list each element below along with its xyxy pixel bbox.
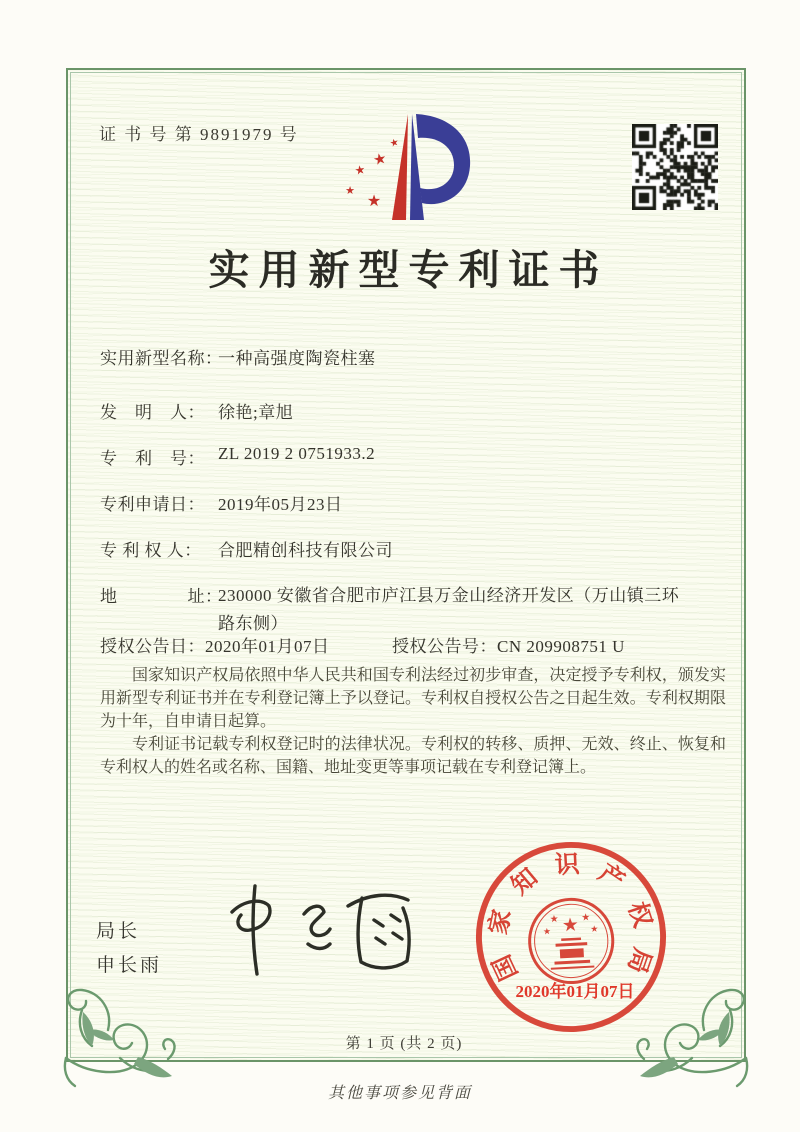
field-label: 地 址：: [100, 587, 223, 606]
svg-text:★: ★: [581, 912, 591, 924]
national-emblem: [528, 897, 615, 984]
svg-text:★: ★: [371, 148, 389, 170]
cnipa-logo-icon: [340, 108, 482, 222]
seal-date: 2020年01月07日: [515, 982, 635, 1001]
field-row-filing-date: [100, 490, 343, 515]
corner-flourish-icon: [54, 980, 178, 1092]
grant-date-value: 2020年01月07日: [205, 637, 330, 656]
field-value: ZL 2019 2 0751933.2: [218, 444, 376, 463]
legal-paragraph-2: 专利证书记载专利权登记时的法律状况。专利权的转移、质押、无效、终止、恢复和专利权人的姓名或名称、国籍、地址变更等事项记载在专利登记簿上。: [100, 736, 726, 776]
field-row-inventor: [100, 398, 293, 423]
seal-char: 局: [622, 944, 656, 977]
seal-char: 家: [484, 907, 517, 937]
grant-no-value: CN 209908751 U: [497, 637, 625, 656]
grant-date-label: 授权公告日：: [100, 637, 205, 656]
grant-row: [100, 632, 740, 657]
svg-text:★: ★: [549, 913, 559, 926]
field-row-patent-no: [100, 444, 375, 469]
svg-text:★: ★: [388, 136, 401, 150]
field-value: 徐艳;章旭: [218, 403, 294, 422]
seal-char: 国: [488, 950, 524, 985]
signer-title: 局长: [96, 921, 141, 942]
field-label: 发 明 人：: [100, 403, 205, 422]
svg-text:★: ★: [366, 191, 382, 210]
page-number: 第 1 页 (共 2 页): [345, 1036, 463, 1052]
field-label: 专利申请日：: [100, 495, 205, 514]
legal-paragraph-1: 国家知识产权局依照中华人民共和国专利法经过初步审查，决定授予专利权，颁发实用新型专利证书并在专利登记簿上予以登记。专利权自授权公告之日起生效。专利权期限为十年，自申请日起算。: [100, 667, 726, 730]
field-value: 合肥精创科技有限公司: [218, 541, 393, 560]
svg-text:★: ★: [353, 162, 367, 178]
svg-text:★: ★: [590, 924, 599, 936]
certificate-number: 证 书 号 第 9891979 号: [99, 125, 299, 144]
signer-name: 申长雨: [96, 955, 163, 976]
field-label: 专 利 号：: [100, 449, 205, 468]
seal-char: 权: [622, 898, 656, 931]
seal-char: 产: [593, 859, 629, 896]
field-label: 专 利 权 人：: [100, 541, 202, 560]
qr-code: [632, 124, 718, 210]
field-row-name: [100, 344, 376, 369]
seal-char: 识: [554, 851, 581, 880]
svg-text:★: ★: [542, 927, 552, 938]
back-note: 其他事项参见背面: [327, 1085, 472, 1102]
field-row-address: [100, 582, 688, 638]
certificate-title: 实用新型专利证书: [208, 247, 609, 293]
signature-script-icon: [210, 878, 422, 984]
field-value: 230000 安徽省合肥市庐江县万金山经济开发区（万山镇三环路东侧）: [218, 586, 680, 633]
svg-text:★: ★: [561, 914, 580, 937]
seal-char: 知: [506, 863, 543, 901]
svg-text:★: ★: [345, 184, 355, 197]
grant-no-label: 授权公告号：: [392, 637, 497, 656]
field-label: 实用新型名称：: [100, 349, 223, 368]
field-value: 2019年05月23日: [218, 495, 343, 514]
field-row-patentee: [100, 536, 393, 561]
field-value: 一种高强度陶瓷柱塞: [218, 349, 376, 368]
legal-text: [100, 664, 726, 779]
